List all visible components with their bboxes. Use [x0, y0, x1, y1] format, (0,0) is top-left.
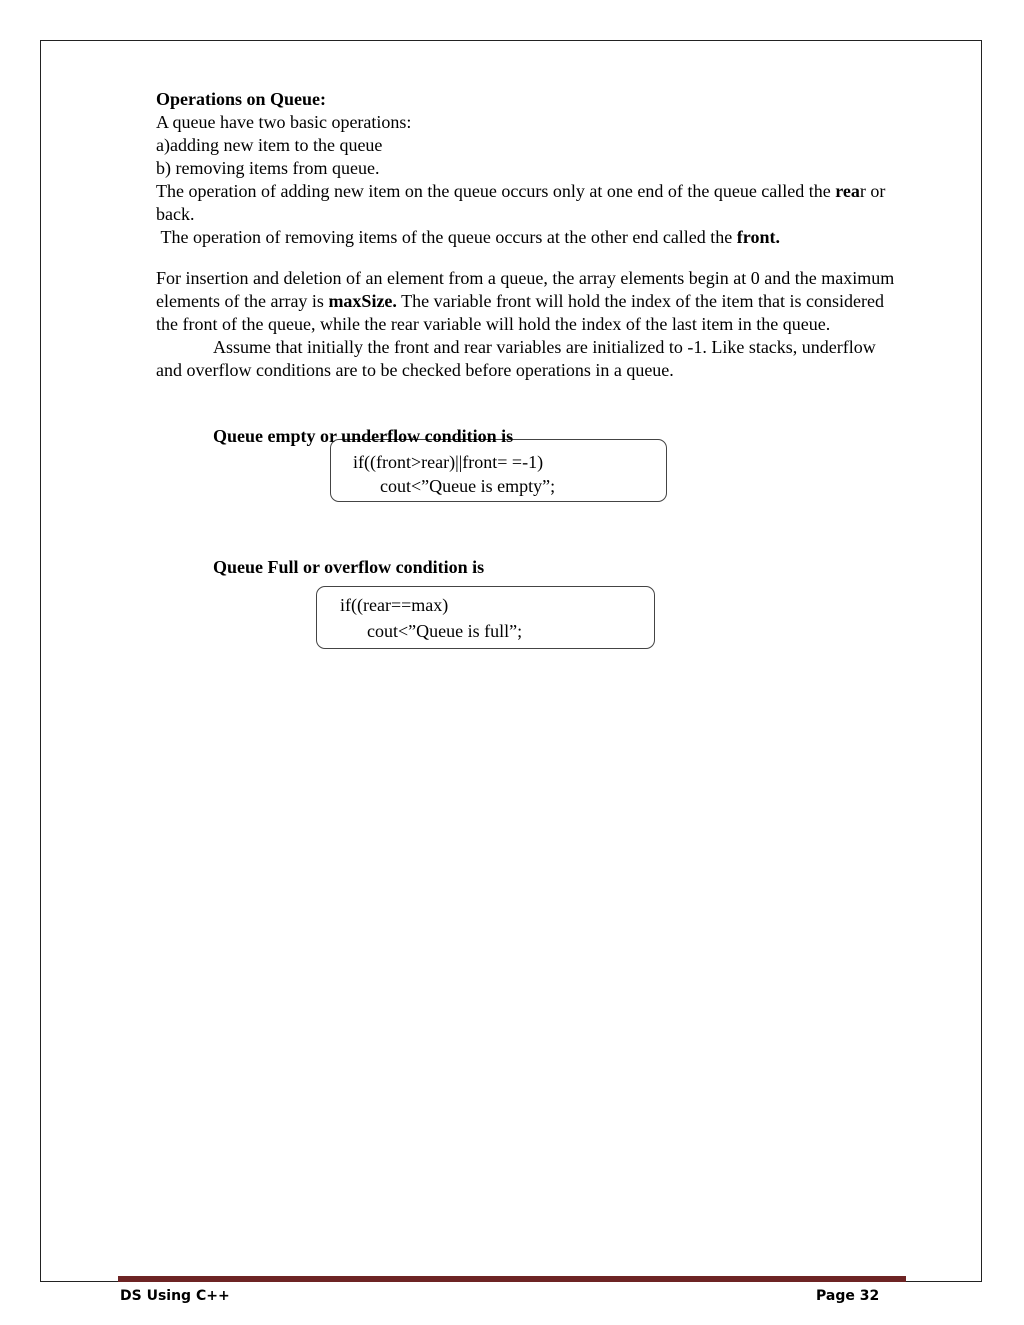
front-bold: front.: [736, 227, 780, 247]
footer-title: DS Using C++: [120, 1288, 230, 1304]
intro-text: A queue have two basic operations:: [156, 112, 412, 132]
insertion-paragraph: [156, 267, 896, 336]
insertion-part1: For insertion and deletion of an element from a queue, the array elements begin at 0 and the maximum elements of the array is: [156, 268, 895, 311]
assume-paragraph: Assume that initially the front and rear variables are initialized to -1. Like stacks, underflow and overflow conditions are to be checked before operations in a queue.: [156, 337, 876, 380]
rear-sentence-start: The operation of adding new item on the queue occurs only at one end of the queue called the: [156, 181, 836, 201]
overflow-code-box: [316, 586, 655, 649]
overflow-code-line-1: if((rear==max): [340, 595, 449, 615]
section-title: Operations on Queue:: [156, 89, 327, 109]
footer-bar: [118, 1276, 906, 1282]
maxsize-bold: maxSize.: [328, 291, 397, 311]
rear-sentence: [156, 180, 896, 226]
front-sentence: [156, 226, 896, 249]
overflow-code-line-2: cout<”Queue is full”;: [367, 621, 523, 641]
rear-bold: rea: [835, 181, 860, 201]
main-text: [156, 88, 896, 382]
rear-sentence-end: r or back.: [156, 181, 886, 224]
operation-b: b) removing items from queue.: [156, 158, 380, 178]
underflow-code-line-1: if((front>rear)||front= =-1): [353, 452, 544, 472]
operation-a: a)adding new item to the queue: [156, 135, 383, 155]
underflow-heading: Queue empty or underflow condition is: [213, 426, 514, 446]
underflow-code-line-2: cout<”Queue is empty”;: [380, 476, 556, 496]
footer-page-number: Page 32: [816, 1288, 880, 1304]
insertion-part2: The variable front will hold the index of the item that is considered the front of the queue, while the rear variable will hold the index of the last item in the queue.: [156, 291, 884, 334]
underflow-code-box: [330, 439, 667, 502]
front-sentence-start: The operation of removing items of the queue occurs at the other end called the: [156, 227, 737, 247]
overflow-heading: Queue Full or overflow condition is: [213, 557, 485, 577]
